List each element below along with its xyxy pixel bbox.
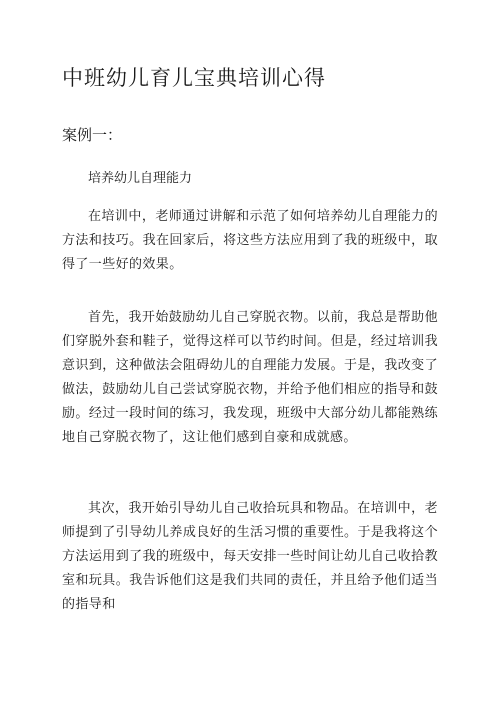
paragraph-dressing: 首先，我开始鼓励幼儿自己穿脱衣物。以前，我总是帮助他们穿脱外套和鞋子，觉得这样可以节约时间。但是，经过培训我意识到，这种做法会阻碍幼儿的自理能力发展。于是，我改变了做法，鼓励幼儿自己尝试穿脱衣物，并给予他们相应的指导和鼓励。经过一段时间的练习，我发现，班级中大部分幼儿都能熟练地自己穿脱衣物了，这让他们感到自豪和成就感。 [62,310,438,445]
section-subheading: 培养幼儿自理能力 [88,171,193,186]
paragraph-tidying: 其次，我开始引导幼儿自己收拾玩具和物品。在培训中，老师提到了引导幼儿养成良好的生活习惯的重要性。于是我将这个方法运用到了我的班级中，每天安排一些时间让幼儿自己收拾教室和玩具。我告诉他们这是我们共同的责任，并且给予他们适当的指导和 [62,501,438,612]
case-heading: 案例一： [62,126,123,144]
document-title: 中班幼儿育儿宝典培训心得 [62,66,326,90]
paragraph-training-intro: 在培训中，老师通过讲解和示范了如何培养幼儿自理能力的方法和技巧。我在回家后，将这些方法应用到了我的班级中，取得了一些好的效果。 [62,209,438,272]
